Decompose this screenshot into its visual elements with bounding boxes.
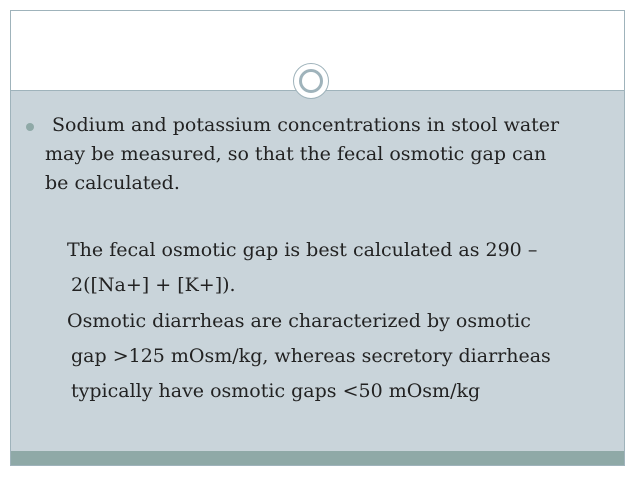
circle-ornament-icon — [293, 63, 329, 99]
paragraph-line-4: gap >125 mOsm/kg, whereas secretory diarrheas — [71, 345, 551, 367]
footer-band — [11, 451, 624, 465]
paragraph-line-2: 2([Na+] + [K+]). — [71, 274, 236, 296]
paragraph-line-1: The fecal osmotic gap is best calculated as 290 – — [67, 239, 538, 261]
circle-ornament-inner — [299, 69, 323, 93]
paragraph-line-5: typically have osmotic gaps <50 mOsm/kg — [71, 380, 481, 402]
bullet-line-3: be calculated. — [45, 172, 180, 194]
bullet-line-1: Sodium and potassium concentrations in stool water — [52, 114, 560, 136]
bullet-line-2: may be measured, so that the fecal osmotic gap can — [45, 143, 547, 165]
paragraph-line-3: Osmotic diarrheas are characterized by osmotic — [67, 310, 531, 332]
bullet-icon — [26, 123, 34, 131]
